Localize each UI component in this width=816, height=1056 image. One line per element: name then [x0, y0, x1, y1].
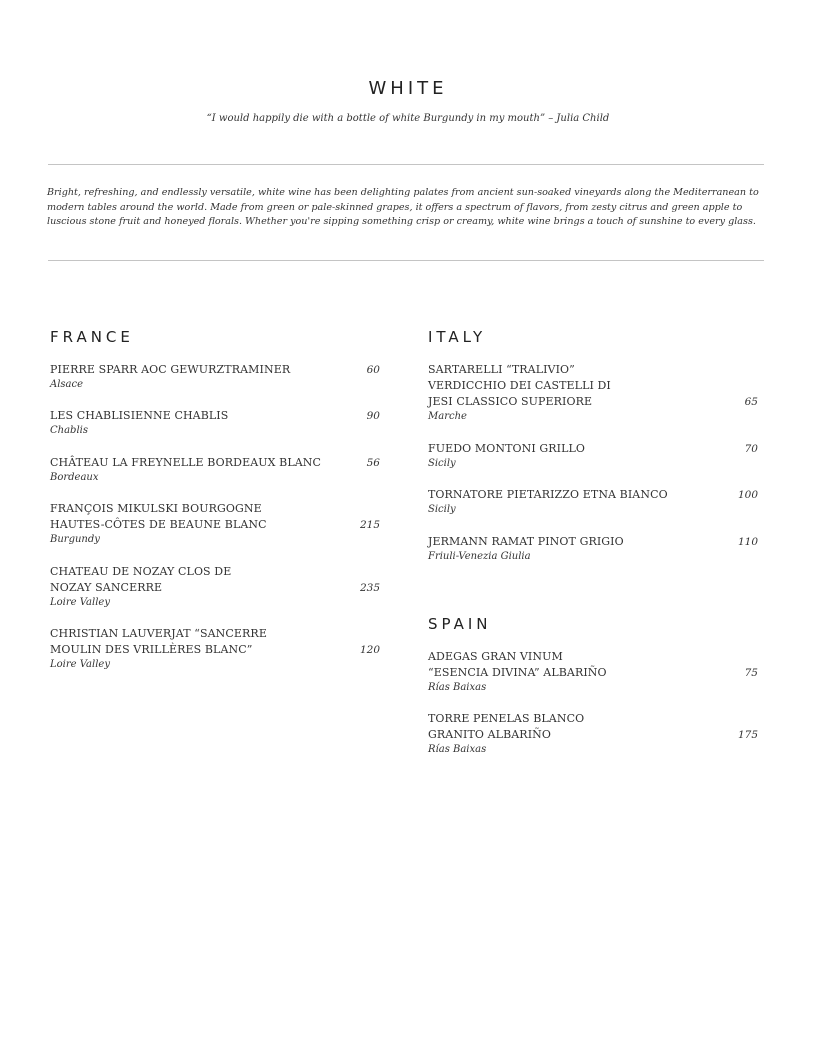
wine-name-row — [428, 711, 758, 743]
wine-region: Loire Valley — [50, 659, 110, 670]
wine-item — [50, 501, 380, 547]
wine-name-line: MOULIN DES VRILLÈRES BLANC” — [50, 643, 253, 656]
wine-price: 60 — [366, 364, 380, 376]
wine-name-row — [428, 487, 758, 503]
wine-item — [50, 408, 380, 438]
wine-item — [50, 564, 380, 610]
intro-paragraph: Bright, refreshing, and endlessly versatile, white wine has been delighting palates from ancient sun-soaked vineyards along the Mediterranean to modern tables around the world. Made from green or pale-skinned grapes, it offers a spectrum of flavors, from zesty citrus and green apple to luscious stone fruit and honeyed florals. Whether you're sipping something crisp or creamy, white wine brings a touch of sunshine to every glass. — [47, 187, 759, 227]
wine-name-line: ADEGAS GRAN VINUM — [428, 650, 563, 663]
wine-region: Friuli-Venezia Giulia — [428, 551, 531, 562]
wine-name: FUEDO MONTONI GRILLO — [428, 442, 586, 455]
wine-item — [428, 649, 758, 695]
wine-price: 90 — [366, 410, 380, 422]
wine-name-row — [50, 501, 380, 533]
wine-item — [428, 362, 758, 424]
page-quote: “I would happily die with a bottle of white Burgundy in my mouth” – Julia Child — [206, 113, 610, 124]
wine-region: Sicily — [428, 458, 456, 469]
wine-region: Rías Baixas — [428, 744, 487, 755]
wine-name-row — [50, 408, 380, 424]
wine-price: 70 — [744, 443, 758, 455]
wine-price: 65 — [744, 396, 758, 408]
wine-price: 100 — [737, 489, 758, 501]
wine-price: 175 — [737, 729, 758, 741]
wine-price: 110 — [737, 536, 758, 548]
wine-name-line: NOZAY SANCERRE — [50, 581, 163, 594]
wine-item — [428, 711, 758, 757]
wine-name-line: FRANÇOIS MIKULSKI BOURGOGNE — [50, 502, 262, 515]
wine-name-line: “ESENCIA DIVINA” ALBARIÑO — [428, 666, 607, 679]
wine-name: PIERRE SPARR AOC GEWURZTRAMINER — [50, 363, 291, 376]
wine-name-line: HAUTES-CÔTES DE BEAUNE BLANC — [50, 518, 267, 531]
section-heading-italy: ITALY — [428, 328, 487, 346]
wine-name-row — [50, 564, 380, 596]
wine-item — [428, 534, 758, 564]
wine-region: Sicily — [428, 504, 456, 515]
wine-name-line: CHATEAU DE NOZAY CLOS DE — [50, 565, 232, 578]
wine-price: 215 — [359, 519, 380, 531]
bottom-divider — [48, 260, 764, 261]
wine-price: 56 — [366, 457, 380, 469]
wine-region: Marche — [428, 411, 467, 422]
wine-item — [50, 362, 380, 392]
wine-name: JERMANN RAMAT PINOT GRIGIO — [428, 535, 624, 548]
wine-price: 235 — [359, 582, 380, 594]
wine-name-row — [428, 441, 758, 457]
wine-region: Bordeaux — [50, 472, 99, 483]
wine-name-row — [50, 626, 380, 658]
wine-price: 120 — [359, 644, 380, 656]
wine-name-row — [428, 649, 758, 681]
wine-name-row — [428, 534, 758, 550]
wine-name-line: CHRISTIAN LAUVERJAT “SANCERRE — [50, 627, 267, 640]
section-heading-spain: SPAIN — [428, 615, 492, 633]
wine-name-row — [50, 362, 380, 378]
wine-name-line: TORRE PENELAS BLANCO — [428, 712, 585, 725]
section-heading-france: FRANCE — [50, 328, 134, 346]
wine-name: TORNATORE PIETARIZZO ETNA BIANCO — [428, 488, 668, 501]
wine-region: Alsace — [50, 379, 84, 390]
wine-item — [50, 455, 380, 485]
top-divider — [48, 164, 764, 165]
wine-item — [50, 626, 380, 672]
wine-region: Burgundy — [50, 534, 100, 545]
wine-name: CHÂTEAU LA FREYNELLE BORDEAUX BLANC — [50, 456, 322, 469]
wine-region: Chablis — [50, 425, 88, 436]
wine-name-row — [50, 455, 380, 471]
wine-name-line: VERDICCHIO DEI CASTELLI DI — [428, 379, 611, 392]
wine-name-line: GRANITO ALBARIÑO — [428, 728, 551, 741]
wine-region: Rías Baixas — [428, 682, 487, 693]
wine-item — [428, 487, 758, 517]
page-title: WHITE — [368, 78, 448, 99]
wine-region: Loire Valley — [50, 597, 110, 608]
wine-item — [428, 441, 758, 471]
wine-name-line: JESI CLASSICO SUPERIORE — [428, 395, 593, 408]
wine-price: 75 — [744, 667, 758, 679]
wine-name-row — [428, 362, 758, 410]
wine-name-line: SARTARELLI “TRALIVIO” — [428, 363, 575, 376]
wine-name: LES CHABLISIENNE CHABLIS — [50, 409, 229, 422]
